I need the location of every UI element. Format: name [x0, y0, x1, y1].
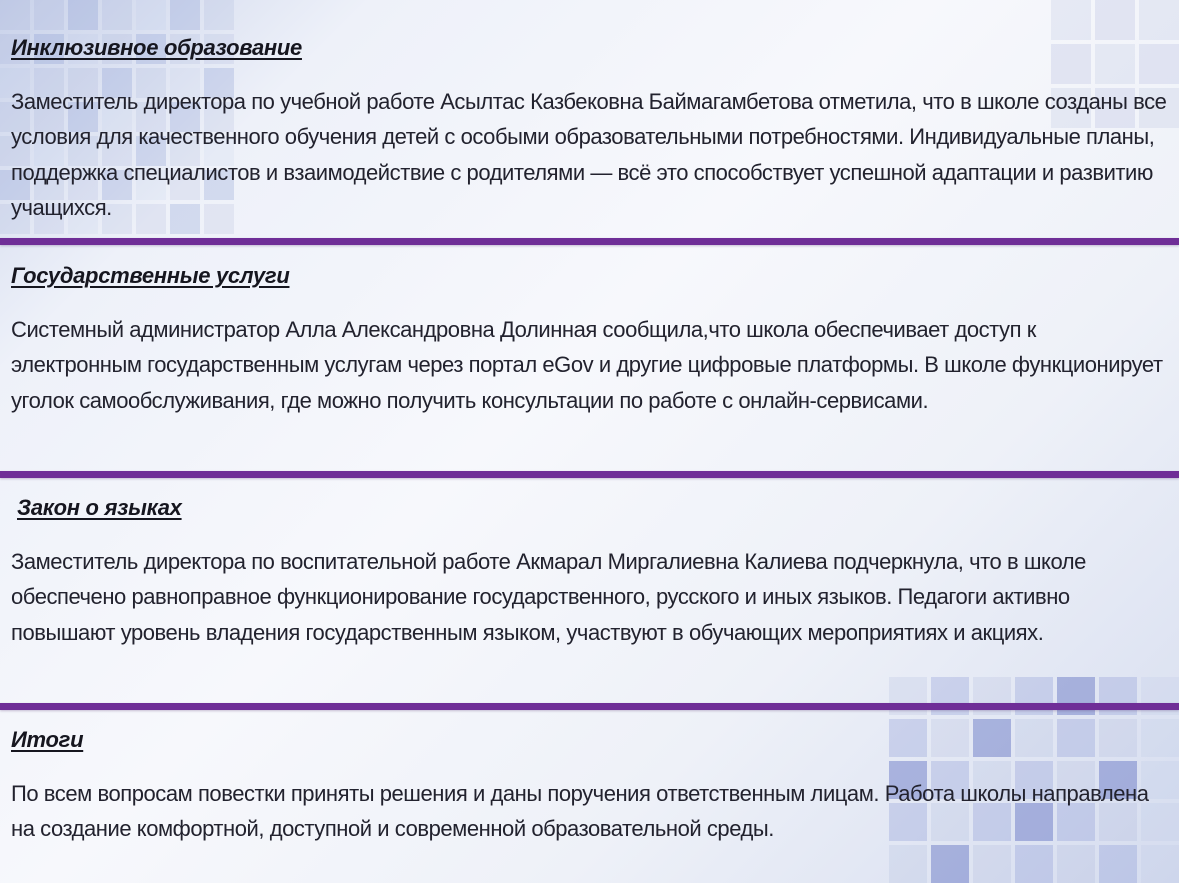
section-text: Заместитель директора по воспитательной работе Акмарал Миргалиевна Калиева подчеркнула, что в школе обеспечено равноправное функционирование государственного, русского и иных языков. Педагоги активно повышают уровень владения государственным языком, участвуют в обучающих мероприятиях и акциях.: [11, 549, 1086, 645]
section-text: Заместитель директора по учебной работе Асылтас Казбековна Баймагамбетова отметила, что в школе созданы все условия для качественного обучения детей с особыми образовательными потребностями. Индивидуальные планы, поддержка специалистов и взаимодействие с родителями — всё это способствует успешной адаптации и развитию учащихся.: [11, 89, 1167, 220]
section-text: По всем вопросам повестки приняты решения и даны поручения ответственным лицам. Работа школы направлена на создание комфортной, доступной и современной образовательной среды.: [11, 781, 1149, 842]
section-divider: [0, 471, 1179, 478]
section-language-law: [11, 495, 1177, 650]
section-divider: [0, 703, 1179, 710]
section-heading: Государственные услуги: [11, 263, 290, 288]
section-inclusive-education: [11, 35, 1171, 225]
section-divider: [0, 238, 1179, 245]
section-public-services: [11, 263, 1171, 418]
section-heading: Закон о языках: [17, 495, 182, 520]
section-text: Системный администратор Алла Александровна Долинная сообщила,что школа обеспечивает доступ к электронным государственным услугам через портал eGov и другие цифровые платформы. В школе функционирует уголок самообслуживания, где можно получить консультации по работе с онлайн-сервисами.: [11, 317, 1163, 413]
section-heading: Инклюзивное образование: [11, 35, 302, 60]
section-heading: Итоги: [11, 727, 84, 752]
section-summary: [11, 727, 1171, 847]
